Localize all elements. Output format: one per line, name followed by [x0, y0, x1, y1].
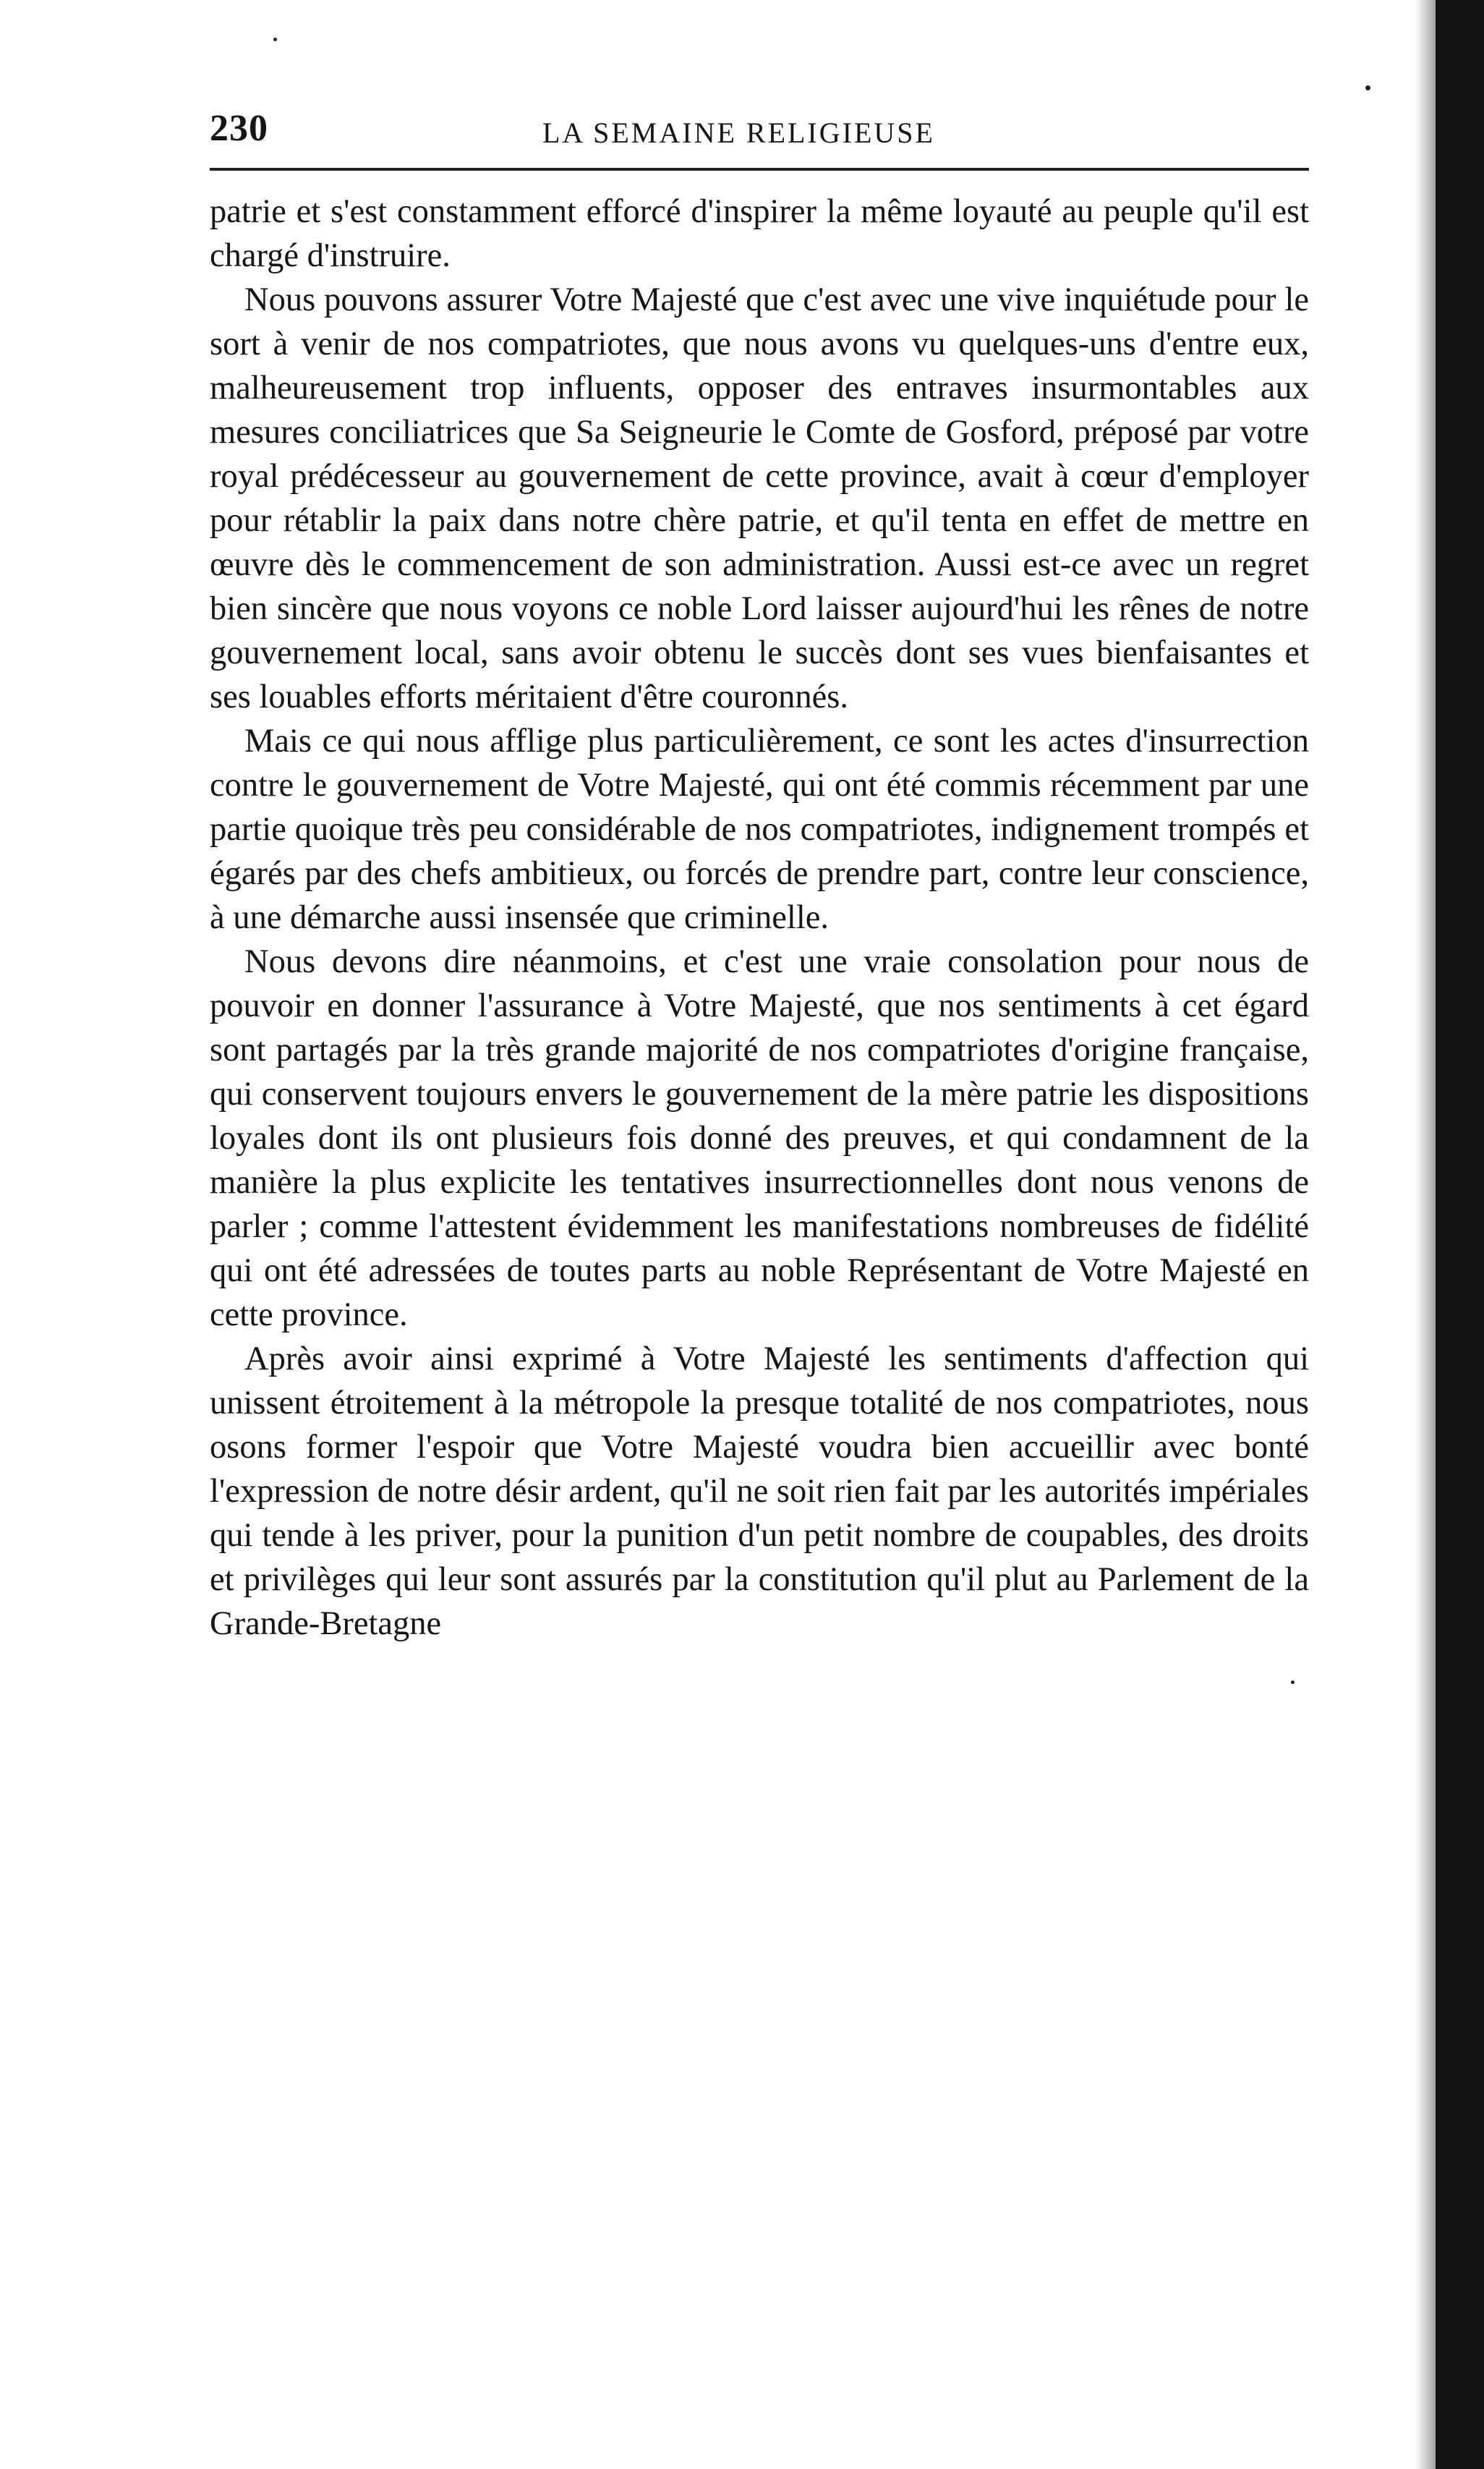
ink-speck [273, 38, 277, 41]
binding-shadow [1416, 0, 1436, 2469]
ink-speck [1291, 1680, 1295, 1684]
paragraph: Nous devons dire néanmoins, et c'est une vraie consolation pour nous de pouvoir en donner l'assurance à Votre Majesté, que nos sentiments à cet égard sont partagés par la très grande majorité de nos compatriotes d'origine française, qui conservent toujours envers le gouvernement de la mère patrie les dispositions loyales dont ils ont plusieurs fois donné des preuves, et qui condamnent de la manière la plus explicite les tentatives insurrectionnelles dont nous venons de parler ; comme l'attestent évidemment les manifestations nombreuses de fidélité qui ont été adressées de toutes parts au noble Représentant de Votre Majesté en cette province. [210, 943, 1309, 1333]
page-header [210, 107, 1309, 165]
page-number: 230 [210, 108, 268, 149]
paragraph: Nous pouvons assurer Votre Majesté que c'est avec une vive inquiétude pour le sort à venir de nos compatriotes, que nous avons vu quelques-uns d'entre eux, malheureusement trop influents, opposer des entraves insurmontables aux mesures conciliatrices que Sa Seigneurie le Comte de Gosford, préposé par votre royal prédécesseur au gouvernement de cette province, avait à cœur d'employer pour rétablir la paix dans notre chère patrie, et qu'il tenta en effet de mettre en œuvre dès le commencement de son administration. Aussi est-ce avec un regret bien sincère que nous voyons ce noble Lord laisser aujourd'hui les rênes de notre gouvernement local, sans avoir obtenu le succès dont ses vues bienfaisantes et ses louables efforts méritaient d'être couronnés. [210, 281, 1309, 715]
paragraph-continuation: patrie et s'est constamment efforcé d'inspirer la même loyauté au peuple qu'il est chargé d'instruire. [210, 193, 1309, 274]
body-text [210, 190, 1309, 1646]
paragraph: Après avoir ainsi exprimé à Votre Majesté les sentiments d'affection qui unissent étroitement à la métropole la presque totalité de nos compatriotes, nous osons former l'espoir que Votre Majesté voudra bien accueillir avec bonté l'expression de notre désir ardent, qu'il ne soit rien fait par les autorités impériales qui tende à les priver, pour la punition d'un petit nombre de coupables, des droits et privilèges qui leur sont assurés par la constitution qu'il plut au Parlement de la Grande-Bretagne [210, 1340, 1309, 1642]
paragraph: Mais ce qui nous afflige plus particulièrement, ce sont les actes d'insurrection contre le gouvernement de Votre Majesté, qui ont été commis récemment par une partie quoique très peu considérable de nos compatriotes, indignement trompés et égarés par des chefs ambitieux, ou forcés de prendre part, contre leur conscience, à une démarche aussi insensée que criminelle. [210, 723, 1309, 936]
running-title: LA SEMAINE RELIGIEUSE [542, 116, 935, 149]
header-rule [210, 168, 1309, 171]
binding-edge [1436, 0, 1484, 2469]
ink-speck [1365, 85, 1370, 90]
